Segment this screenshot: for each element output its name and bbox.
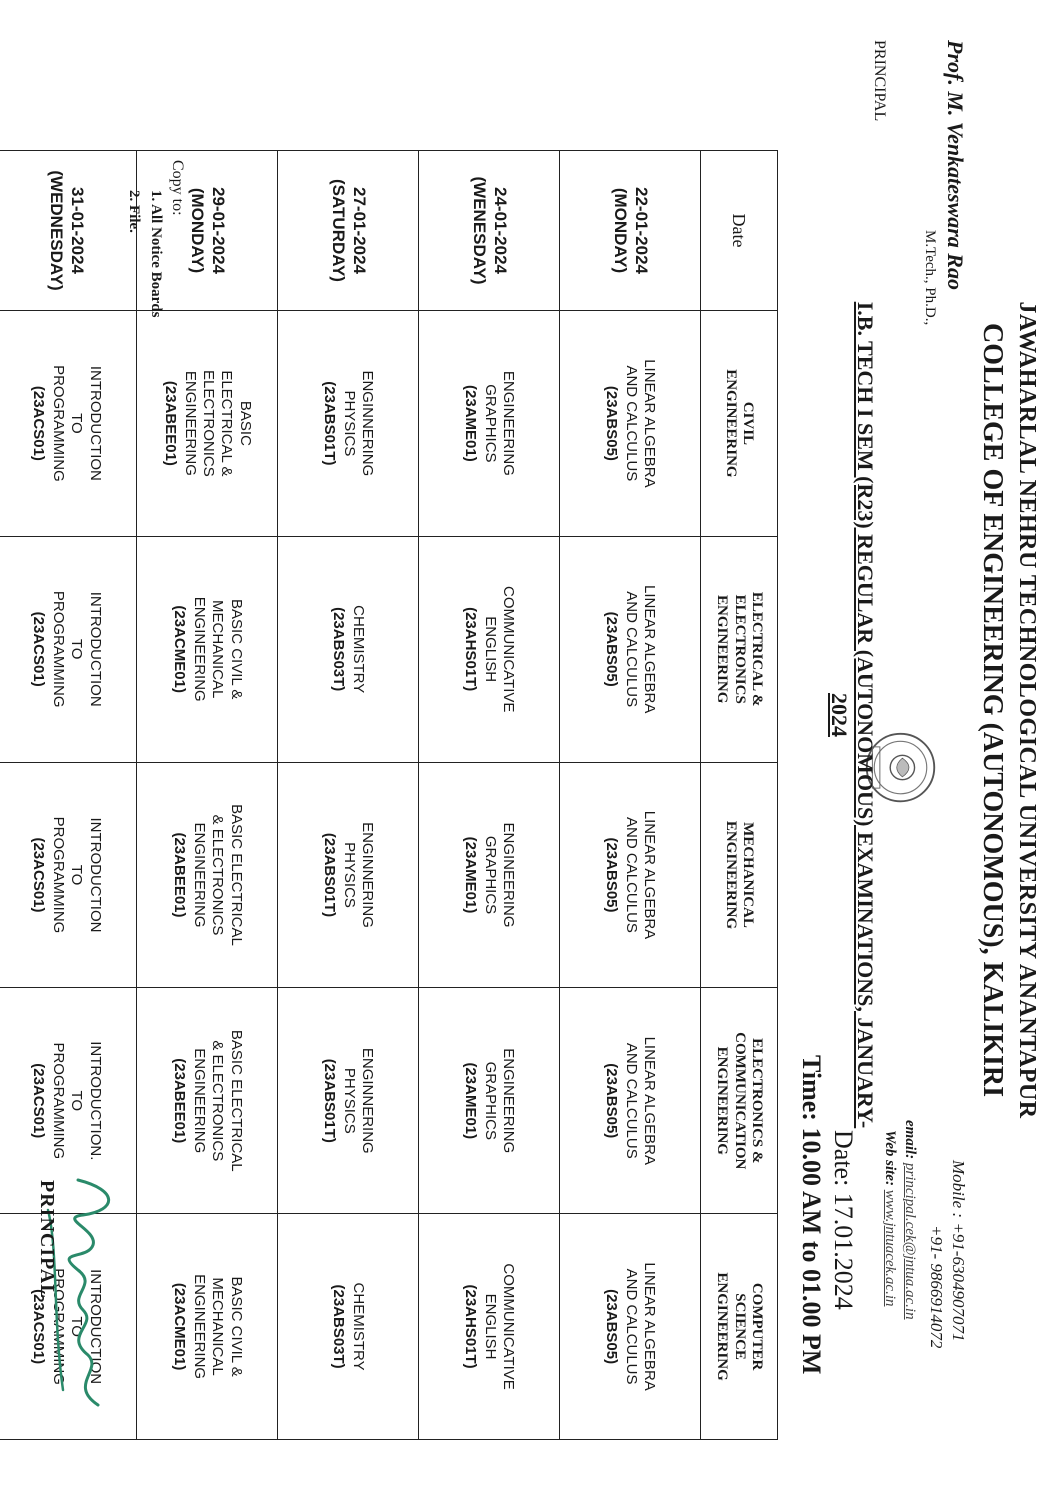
subject-name: INTRODUCTION. TO PROGRAMMING <box>50 1041 104 1161</box>
subject-code: (23AHS01T) <box>461 1284 479 1369</box>
column-header-civil: CIVIL ENGINEERING <box>701 311 778 537</box>
subject-cell <box>0 536 137 762</box>
subject-cell <box>560 536 701 762</box>
subject-cell <box>137 1214 278 1440</box>
subject-name: ENGINNERING PHYSICS <box>341 370 377 477</box>
subject-cell <box>278 1214 419 1440</box>
principal-qualification: M.Tech., Ph.D., <box>922 230 938 326</box>
exam-date-cell: 22-01-2024 (MONDAY) <box>560 151 701 311</box>
email-link[interactable]: principal.cek@jntua.ac.in <box>902 1162 918 1320</box>
subject-code: (23ABS05) <box>602 1063 620 1139</box>
subject-name: LINEAR ALGEBRA AND CALCULUS <box>623 1036 659 1165</box>
mobile-number-1: Mobile : +91-6304907071 <box>949 1160 968 1342</box>
subject-name: INTRODUCTION TO PROGRAMMING <box>50 816 104 934</box>
website-label: Web site: <box>882 1130 898 1186</box>
subject-cell <box>419 1214 560 1440</box>
subject-name: BASIC CIVIL & MECHANICAL ENGINEERING <box>191 596 245 702</box>
exam-time: Time: 10.00 AM to 01.00 PM <box>797 1055 826 1375</box>
subject-name: ENGINNERING PHYSICS <box>341 1047 377 1154</box>
subject-cell <box>0 762 137 988</box>
subject-code: (23AME01) <box>461 385 479 462</box>
subject-code: (23ABS05) <box>602 385 620 461</box>
subject-name: BASIC ELECTRICAL & ELECTRONICS ENGINEERING <box>181 370 254 477</box>
exam-date-cell: 24-01-2024 (WENESDAY) <box>419 151 560 311</box>
subject-code: (23ABEE01) <box>170 1058 188 1144</box>
subject-name: CHEMISTRY <box>350 605 368 694</box>
subject-cell <box>419 988 560 1214</box>
subject-name: COMMUNICATIVE ENGLISH <box>482 1263 518 1390</box>
column-header-date: Date <box>701 151 778 311</box>
copy-item-file: 2. File. <box>126 190 142 233</box>
website-link[interactable]: www.jntuacek.ac.in <box>882 1189 898 1307</box>
mobile-number-2: +91- 9866914072 <box>927 1225 946 1349</box>
subject-code: (23ABEE01) <box>170 832 188 918</box>
subject-code: (23ABS03T) <box>330 1284 347 1369</box>
table-row <box>560 151 701 1440</box>
subject-cell <box>278 536 419 762</box>
subject-name: BASIC CIVIL & MECHANICAL ENGINEERING <box>191 1274 245 1380</box>
subject-name: COMMUNICATIVE ENGLISH <box>482 586 518 713</box>
exam-title: I.B. TECH I SEM (R23) REGULAR (AUTONOMOUS) EXAMINATIONS, JANUARY-2024 <box>827 301 878 1129</box>
exam-date-cell: 29-01-2024 (MONDAY) <box>137 151 278 311</box>
exam-date-cell: 27-01-2024 (SATURDAY) <box>278 151 419 311</box>
subject-code: (23ACME01) <box>170 605 188 693</box>
subject-code: (23ACS01) <box>29 1063 47 1139</box>
subject-name: INTRODUCTION TO PROGRAMMING <box>50 590 104 708</box>
subject-cell <box>560 1214 701 1440</box>
subject-code: (23ACS01) <box>29 385 47 461</box>
subject-cell <box>419 762 560 988</box>
subject-cell <box>278 988 419 1214</box>
timetable-header-row <box>701 151 778 1440</box>
subject-name: INTRODUCTION TO PROGRAMMING <box>50 365 104 482</box>
subject-name: LINEAR ALGEBRA AND CALCULUS <box>623 359 659 488</box>
subject-code: (23AME01) <box>461 1062 479 1140</box>
column-header-eee: ELECTRICAL & ELECTRONICS ENGINEERING <box>701 536 778 762</box>
subject-code: (23ACS01) <box>29 837 47 913</box>
website-line <box>881 1130 898 1307</box>
subject-cell <box>560 762 701 988</box>
subject-name: LINEAR ALGEBRA AND CALCULUS <box>623 585 659 714</box>
subject-name: ENGINEERING GRAPHICS <box>482 1048 518 1154</box>
subject-cell <box>137 536 278 762</box>
subject-cell <box>419 311 560 537</box>
copy-item-notice-boards: 1. All Notice Boards <box>148 190 164 318</box>
subject-cell <box>419 536 560 762</box>
subject-code: (23ABS05) <box>602 611 620 687</box>
subject-code: (23ABS01T) <box>320 381 338 466</box>
exam-date-cell: 31-01-2024 (WEDNESDAY) <box>0 151 137 311</box>
subject-code: (23ABS05) <box>602 1289 620 1365</box>
column-header-mech: MECHANICAL ENGINEERING <box>701 762 778 988</box>
principal-name: Prof. M. Venkateswara Rao <box>943 40 968 290</box>
column-header-ece: ELECTRONICS & COMMUNICATION ENGINEERING <box>701 988 778 1214</box>
subject-code: (23ABS03T) <box>330 607 347 692</box>
subject-name: LINEAR ALGEBRA AND CALCULUS <box>623 1262 659 1391</box>
table-row <box>419 151 560 1440</box>
subject-code: (23AME01) <box>461 836 479 914</box>
subject-cell <box>137 988 278 1214</box>
subject-cell <box>278 311 419 537</box>
college-name: COLLEGE OF ENGINEERING (AUTONOMOUS), KALIKIRI <box>977 323 1008 1097</box>
subject-code: (23ACME01) <box>170 1282 188 1371</box>
email-label: email: <box>902 1120 918 1160</box>
column-header-cse: COMPUTER SCIENCE ENGINEERING <box>701 1214 778 1440</box>
email-line <box>901 1120 918 1320</box>
subject-name: LINEAR ALGEBRA AND CALCULUS <box>623 810 659 940</box>
subject-code: (23ACS01) <box>29 1289 47 1365</box>
subject-cell <box>137 311 278 537</box>
subject-code: (23ABS01T) <box>320 1058 338 1143</box>
notice-date: Date: 17.01.2024 <box>829 1130 858 1310</box>
subject-code: (23ABS01T) <box>320 832 338 918</box>
subject-cell <box>0 311 137 537</box>
principal-role: PRINCIPAL <box>871 40 888 122</box>
subject-cell <box>560 988 701 1214</box>
table-row <box>137 151 278 1440</box>
subject-cell <box>278 762 419 988</box>
subject-code: (23ABEE01) <box>161 380 179 466</box>
subject-name: CHEMISTRY <box>350 1282 368 1371</box>
subject-cell <box>560 311 701 537</box>
signature-title: PRINCIPAL <box>36 1180 58 1299</box>
subject-name: BASIC ELECTRICAL & ELECTRONICS ENGINEERING <box>191 804 245 946</box>
subject-cell <box>137 762 278 988</box>
copy-to-label: Copy to: <box>169 160 186 216</box>
table-row <box>278 151 419 1440</box>
subject-code: (23ACS01) <box>29 611 47 687</box>
university-name: JAWAHARLAL NEHRU TECHNOLOGICAL UNIVERSITY ANANTAPUR <box>1014 301 1040 1119</box>
subject-code: (23ABS05) <box>602 837 620 913</box>
subject-name: ENGINNERING PHYSICS <box>341 822 377 928</box>
subject-name: BASIC ELECTRICAL & ELECTRONICS ENGINEERING <box>191 1029 245 1172</box>
subject-name: ENGINEERING GRAPHICS <box>482 822 518 928</box>
subject-name: INTRODUCTION TO PROGRAMMING <box>50 1268 104 1385</box>
subject-name: ENGINEERING GRAPHICS <box>482 370 518 476</box>
subject-code: (23AHS01T) <box>461 607 479 692</box>
